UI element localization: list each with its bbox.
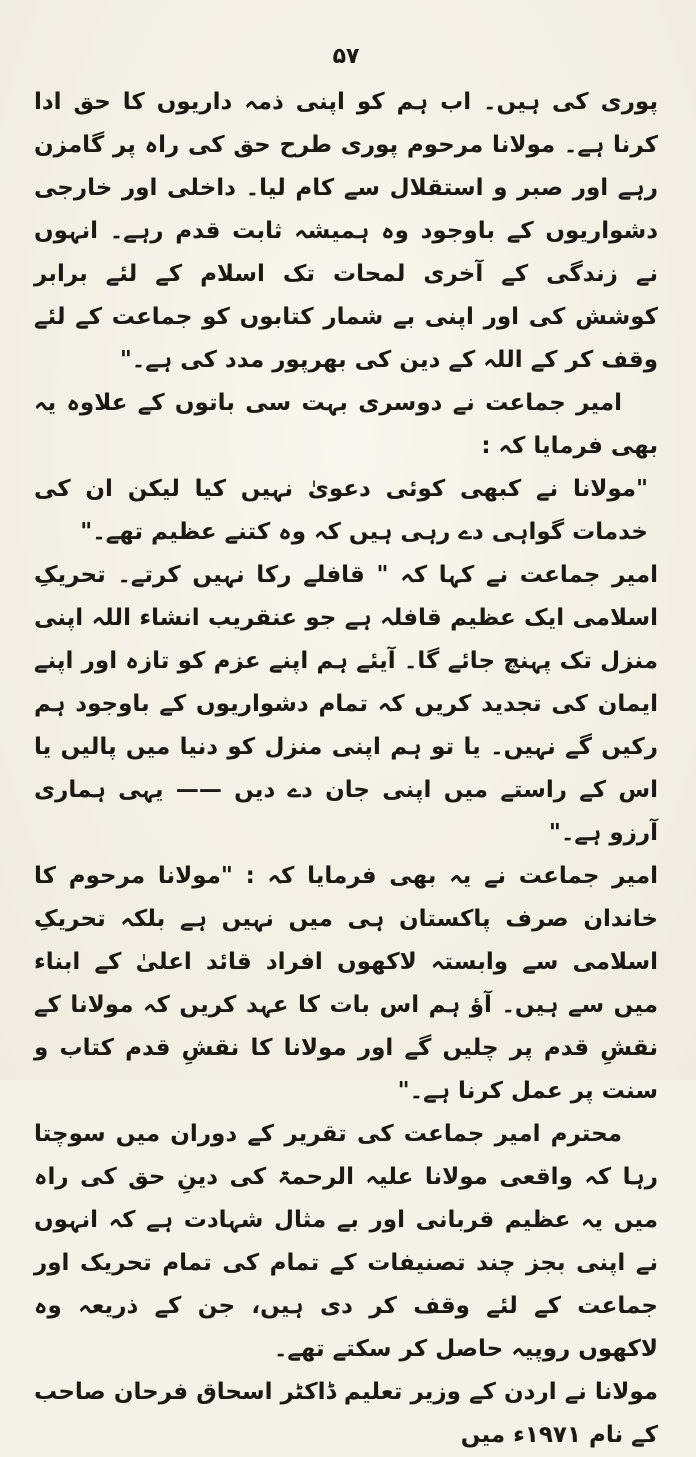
paragraph-2: امیر جماعت نے دوسری بہت سی باتوں کے علاوہ یہ بھی فرمایا کہ : (34, 390, 658, 459)
page-body (34, 81, 658, 1457)
paragraph-4: امیر جماعت نے کہا کہ " قافلے رکا نہیں کرتے۔ تحریکِ اسلامی ایک عظیم قافلہ ہے جو عنقریب انشاء اللہ اپنی منزل تک پہنچ جائے گا۔ آیئے ہم اپنے عزم کو تازہ اور اپنے ایمان کی تجدید کریں کہ تمام دشواریوں کے باوجود ہم رکیں گے نہیں۔ یا تو ہم اپنی منزل کو دنیا میں پالیں یا اس کے راستے میں اپنی جان دے دیں —— یہی ہماری آرزو ہے۔" (34, 562, 658, 846)
page-number: ۵۷ (332, 44, 360, 69)
paragraph-1: پوری کی ہیں۔ اب ہم کو اپنی ذمہ داریوں کا حق ادا کرنا ہے۔ مولانا مرحوم پوری طرح حق کی راہ پر گامزن رہے اور صبر و استقلال سے کام لیا۔ داخلی اور خارجی دشواریوں کے باوجود وہ ہمیشہ ثابت قدم رہے۔ انہوں نے زندگی کے آخری لمحات تک اسلام کے لئے برابر کوشش کی اور اپنی بے شمار کتابوں کو جماعت کے لئے وقف کر کے اللہ کے دین کی بھرپور مدد کی ہے۔" (34, 89, 658, 373)
paragraph-5: امیر جماعت نے یہ بھی فرمایا کہ : "مولانا مرحوم کا خاندان صرف پاکستان ہی میں نہیں ہے بلکہ تحریکِ اسلامی سے وابستہ لاکھوں افراد قائد اعلیٰ کے ابناء میں سے ہیں۔ آؤ ہم اس بات کا عہد کریں کہ مولانا کے نقشِ قدم پر چلیں گے اور مولانا کا نقشِ قدم کتاب و سنت پر عمل کرنا ہے۔" (34, 863, 658, 1104)
paragraph-7: مولانا نے اردن کے وزیر تعلیم ڈاکٹر اسحاق فرحان صاحب کے نام ۱۹۷۱ء میں (34, 1379, 658, 1448)
paragraph-6: محترم امیر جماعت کی تقریر کے دوران میں سوچتا رہا کہ واقعی مولانا علیہ الرحمۃ کی دینِ حق کی راہ میں یہ عظیم قربانی اور بے مثال شہادت ہے کہ انہوں نے اپنی بجز چند تصنیفات کے تمام کی تمام تحریک اور جماعت کے لئے وقف کر دی ہیں، جن کے ذریعہ وہ لاکھوں روپیہ حاصل کر سکتے تھے۔ (34, 1121, 658, 1362)
paragraph-3-quote: "مولانا نے کبھی کوئی دعویٰ نہیں کیا لیکن ان کی خدمات گواہی دے رہی ہیں کہ وہ کتنے عظیم تھے۔" (34, 476, 648, 545)
